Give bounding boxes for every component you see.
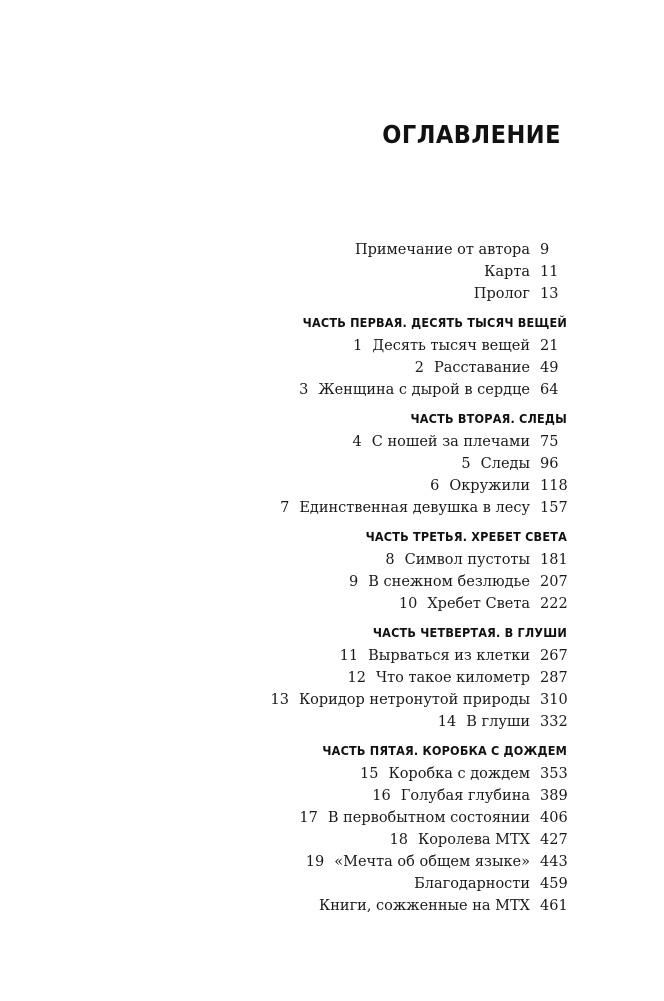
page-number: 287 (540, 670, 568, 686)
page-number: 310 (540, 692, 568, 708)
chapter-number: 6 (430, 478, 440, 494)
page-number: 222 (540, 596, 568, 612)
part-heading[interactable]: ЧАСТЬ ЧЕТВЕРТАЯ. В ГЛУШИ (372, 625, 567, 640)
entry-title: В глуши (466, 714, 530, 730)
chapter-number: 13 (270, 692, 289, 708)
entry-title: Хребет Света (427, 596, 530, 612)
toc-chapter-entry[interactable] (127, 829, 567, 851)
toc-chapter-entry[interactable] (127, 593, 567, 615)
entry-title: «Мечта об общем языке» (334, 854, 530, 870)
entry-title: Следы (480, 456, 530, 472)
page-number: 49 (540, 360, 559, 376)
chapter-number: 5 (461, 456, 471, 472)
toc-chapter-entry[interactable] (127, 667, 567, 689)
toc-entry[interactable] (127, 239, 567, 261)
chapter-number: 1 (353, 338, 363, 354)
toc-chapter-entry[interactable] (127, 689, 567, 711)
toc-chapter-entry[interactable] (127, 357, 567, 379)
entry-title: Женщина с дырой в сердце (318, 382, 530, 398)
entry-title: Примечание от автора (354, 242, 530, 258)
page-number: 427 (540, 832, 568, 848)
entry-title: Коробка с дождем (388, 766, 530, 782)
page-number: 353 (540, 766, 568, 782)
entry-title: В снежном безлюдье (368, 574, 530, 590)
chapter-number: 10 (398, 596, 418, 612)
entry-title: Пролог (473, 286, 530, 302)
chapter-number: 18 (389, 832, 408, 848)
toc-entry[interactable] (127, 261, 567, 283)
toc-chapter-entry[interactable] (127, 851, 567, 873)
entry-title: Королева МТХ (417, 832, 530, 848)
toc-chapter-entry[interactable] (127, 453, 567, 475)
chapter-number: 11 (339, 648, 359, 664)
chapter-number: 12 (347, 670, 366, 686)
entry-title: С ношей за плечами (371, 434, 530, 450)
chapter-number: 19 (305, 854, 325, 870)
toc-chapter-entry[interactable] (127, 549, 567, 571)
chapter-number: 3 (299, 382, 309, 398)
toc-entry[interactable] (127, 283, 567, 305)
entry-title: Вырваться из клетки (368, 648, 530, 664)
toc-chapter-entry[interactable] (127, 379, 567, 401)
entry-title: Благодарности (414, 876, 530, 892)
chapter-number: 4 (352, 434, 362, 450)
entry-title: Символ пустоты (404, 552, 530, 568)
page-number: 21 (540, 338, 559, 354)
page-number: 157 (540, 500, 568, 516)
entry-title: Расставание (433, 360, 530, 376)
table-of-contents (127, 239, 567, 917)
chapter-number: 2 (414, 360, 424, 376)
toc-chapter-entry[interactable] (127, 711, 567, 733)
chapter-number: 16 (372, 788, 391, 804)
entry-title: В первобытном состоянии (327, 810, 530, 826)
chapter-number: 14 (437, 714, 457, 730)
page-number: 13 (540, 286, 559, 302)
toc-entry[interactable] (127, 895, 567, 917)
page-number: 96 (540, 456, 559, 472)
toc-chapter-entry[interactable] (127, 571, 567, 593)
entry-title: Карта (484, 264, 530, 280)
page-number: 75 (540, 434, 559, 450)
page-number: 461 (540, 898, 568, 914)
entry-title: Коридор нетронутой природы (298, 692, 530, 708)
part-heading[interactable]: ЧАСТЬ ТРЕТЬЯ. ХРЕБЕТ СВЕТА (365, 529, 567, 544)
page-number: 443 (540, 854, 568, 870)
toc-chapter-entry[interactable] (127, 335, 567, 357)
toc-chapter-entry[interactable] (127, 431, 567, 453)
entry-title: Десять тысяч вещей (372, 338, 530, 354)
toc-chapter-entry[interactable] (127, 763, 567, 785)
entry-title: Книги, сожженные на МТХ (319, 898, 530, 914)
chapter-number: 17 (299, 810, 318, 826)
toc-chapter-entry[interactable] (127, 645, 567, 667)
toc-chapter-entry[interactable] (127, 497, 567, 519)
page-number: 332 (540, 714, 568, 730)
page-number: 118 (540, 478, 568, 494)
page-number: 181 (540, 552, 568, 568)
page-number: 9 (540, 242, 550, 258)
page-number: 267 (540, 648, 568, 664)
toc-chapter-entry[interactable] (127, 475, 567, 497)
part-heading[interactable]: ЧАСТЬ ПЕРВАЯ. ДЕСЯТЬ ТЫСЯЧ ВЕЩЕЙ (302, 315, 567, 330)
chapter-number: 7 (280, 500, 290, 516)
entry-title: Окружили (449, 478, 530, 494)
chapter-number: 9 (349, 574, 359, 590)
page-number: 389 (540, 788, 568, 804)
part-heading[interactable]: ЧАСТЬ ВТОРАЯ. СЛЕДЫ (410, 411, 567, 426)
part-heading[interactable]: ЧАСТЬ ПЯТАЯ. КОРОБКА С ДОЖДЕМ (322, 743, 567, 758)
entry-title: Голубая глубина (400, 788, 530, 804)
toc-entry[interactable] (127, 873, 567, 895)
chapter-number: 15 (360, 766, 379, 782)
toc-chapter-entry[interactable] (127, 807, 567, 829)
page-number: 459 (540, 876, 568, 892)
page-number: 207 (540, 574, 568, 590)
page-number: 64 (540, 382, 559, 398)
entry-title: Единственная девушка в лесу (299, 500, 530, 516)
page-number: 406 (540, 810, 568, 826)
page-number: 11 (540, 264, 559, 280)
page-title: ОГЛАВЛЕНИЕ (382, 120, 561, 149)
chapter-number: 8 (385, 552, 395, 568)
entry-title: Что такое километр (375, 670, 530, 686)
toc-chapter-entry[interactable] (127, 785, 567, 807)
